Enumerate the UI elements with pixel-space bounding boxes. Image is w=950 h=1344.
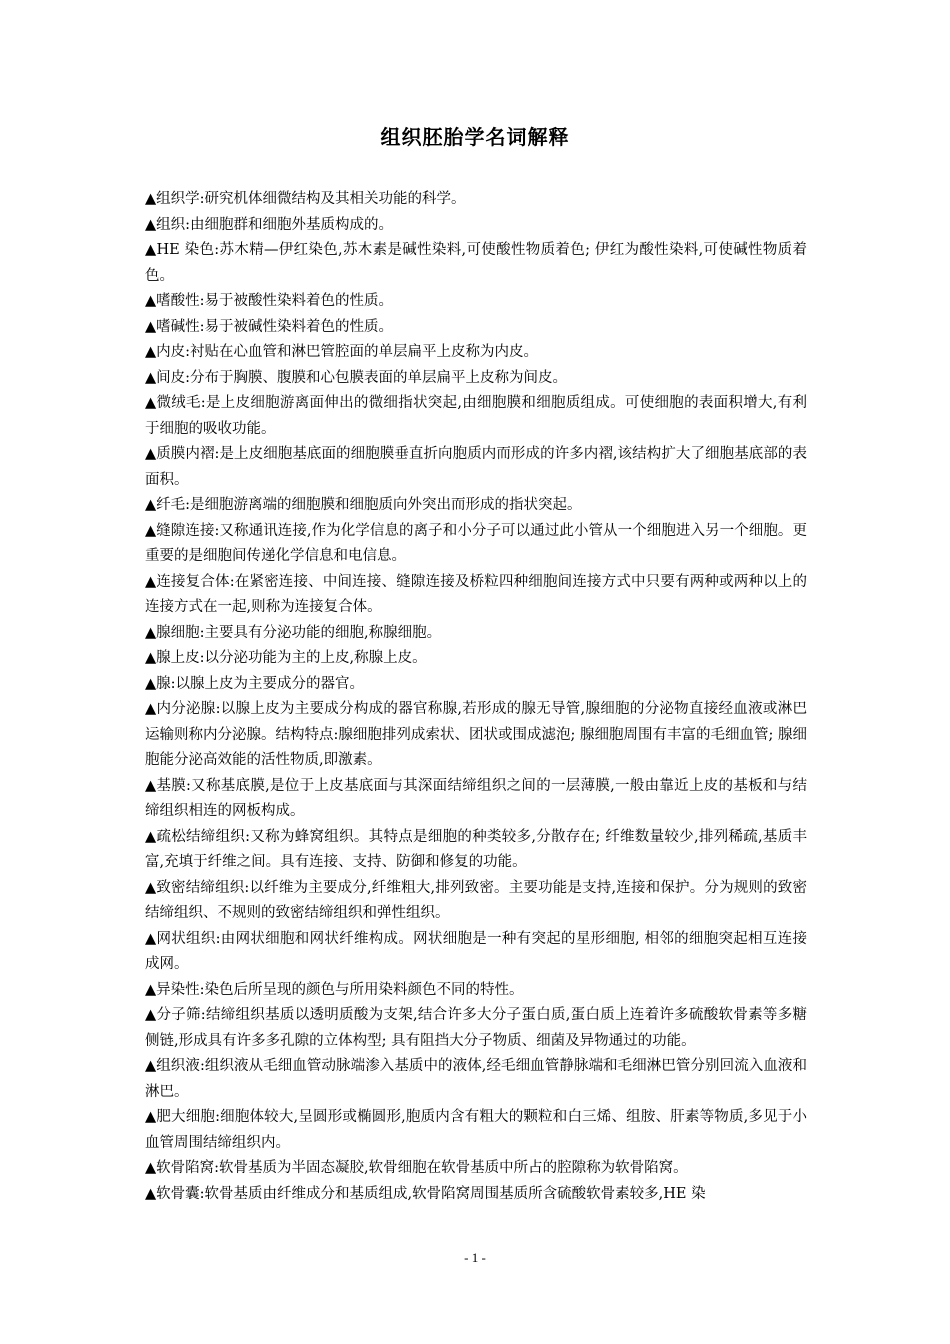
glossary-entry: ▲异染性:染色后所呈现的颜色与所用染料颜色不同的特性。 (145, 981, 524, 998)
glossary-entry: ▲微绒毛:是上皮细胞游离面伸出的微细指状突起,由细胞膜和细胞质组成。可使细胞的表面积增大,有利于细胞的吸收功能。 (145, 395, 807, 437)
glossary-entry: ▲软骨陷窝:软骨基质为半固态凝胶,软骨细胞在软骨基质中所占的腔隙称为软骨陷窝。 (145, 1160, 688, 1176)
glossary-entry: ▲组织学:研究机体细微结构及其相关功能的科学。 (145, 191, 466, 207)
glossary-entry: ▲连接复合体:在紧密连接、中间连接、缝隙连接及桥粒四种细胞间连接方式中只要有两种或两种以上的连接方式在一起,则称为连接复合体。 (145, 573, 807, 615)
glossary-entry: ▲致密结缔组织:以纤维为主要成分,纤维粗大,排列致密。主要功能是支持,连接和保护。分为规则的致密结缔组织、不规则的致密结缔组织和弹性组织。 (145, 879, 807, 921)
document-body (145, 187, 807, 1207)
glossary-entry: ▲腺细胞:主要具有分泌功能的细胞,称腺细胞。 (145, 624, 442, 641)
glossary-entry: ▲缝隙连接:又称通讯连接,作为化学信息的离子和小分子可以通过此小管从一个细胞进入另一个细胞。更重要的是细胞间传递化学信息和电信息。 (145, 522, 807, 564)
glossary-entry: ▲腺上皮:以分泌功能为主的上皮,称腺上皮。 (145, 650, 427, 666)
glossary-entry: ▲质膜内褶:是上皮细胞基底面的细胞膜垂直折向胞质内而形成的许多内褶,该结构扩大了细胞基底部的表面积。 (145, 446, 807, 488)
glossary-entry: ▲纤毛:是细胞游离端的细胞膜和细胞质向外突出而形成的指状突起。 (145, 497, 582, 513)
glossary-entry: ▲腺:以腺上皮为主要成分的器官。 (145, 675, 365, 692)
glossary-entry: ▲嗜酸性:易于被酸性染料着色的性质。 (145, 293, 394, 309)
glossary-entry: ▲嗜碱性:易于被碱性染料着色的性质。 (145, 318, 394, 335)
glossary-entry: ▲基膜:又称基底膜,是位于上皮基底面与其深面结缔组织之间的一层薄膜,一般由靠近上皮的基板和与结缔组织相连的网板构成。 (145, 777, 807, 819)
glossary-entry: ▲HE 染色:苏木精—伊红染色,苏木素是碱性染料,可使酸性物质着色; 伊红为酸性染料,可使碱性物质着色。 (145, 242, 807, 284)
glossary-entry: ▲内皮:衬贴在心血管和淋巴管腔面的单层扁平上皮称为内皮。 (145, 344, 539, 360)
document-title: 组织胚胎学名词解释 (380, 125, 570, 149)
glossary-entry: ▲网状组织:由网状细胞和网状纤维构成。网状细胞是一种有突起的星形细胞, 相邻的细胞突起相互连接成网。 (145, 930, 807, 972)
glossary-entry: ▲分子筛:结缔组织基质以透明质酸为支架,结合许多大分子蛋白质,蛋白质上连着许多硫酸软骨素等多糖侧链,形成具有许多多孔隙的立体构型; 具有阻挡大分子物质、细菌及异物通过的功能。 (145, 1007, 807, 1049)
glossary-entry: ▲软骨囊:软骨基质由纤维成分和基质组成,软骨陷窝周围基质所含硫酸软骨素较多,HE 染 (145, 1185, 706, 1202)
glossary-entry: ▲内分泌腺:以腺上皮为主要成分构成的器官称腺,若形成的腺无导管,腺细胞的分泌物直接经血液或淋巴运输则称内分泌腺。结构特点:腺细胞排列成索状、团状或围成滤泡; 腺细胞周围有丰富的毛细血管; 腺细胞能分泌高效能的活性物质,即激素。 (145, 701, 807, 768)
glossary-entry: ▲肥大细胞:细胞体较大,呈圆形或椭圆形,胞质内含有粗大的颗粒和白三烯、组胺、肝素等物质,多见于小血管周围结缔组织内。 (145, 1109, 807, 1151)
page-number: - 1 - (464, 1250, 486, 1265)
glossary-entry: ▲疏松结缔组织:又称为蜂窝组织。其特点是细胞的种类较多,分散存在; 纤维数量较少,排列稀疏,基质丰富,充填于纤维之间。具有连接、支持、防御和修复的功能。 (145, 828, 807, 870)
glossary-entry: ▲组织:由细胞群和细胞外基质构成的。 (145, 216, 394, 233)
glossary-entry: ▲组织液:组织液从毛细血管动脉端渗入基质中的液体,经毛细血管静脉端和毛细淋巴管分别回流入血液和淋巴。 (145, 1058, 807, 1100)
glossary-entry: ▲间皮:分布于胸膜、腹膜和心包膜表面的单层扁平上皮称为间皮。 (145, 369, 568, 386)
